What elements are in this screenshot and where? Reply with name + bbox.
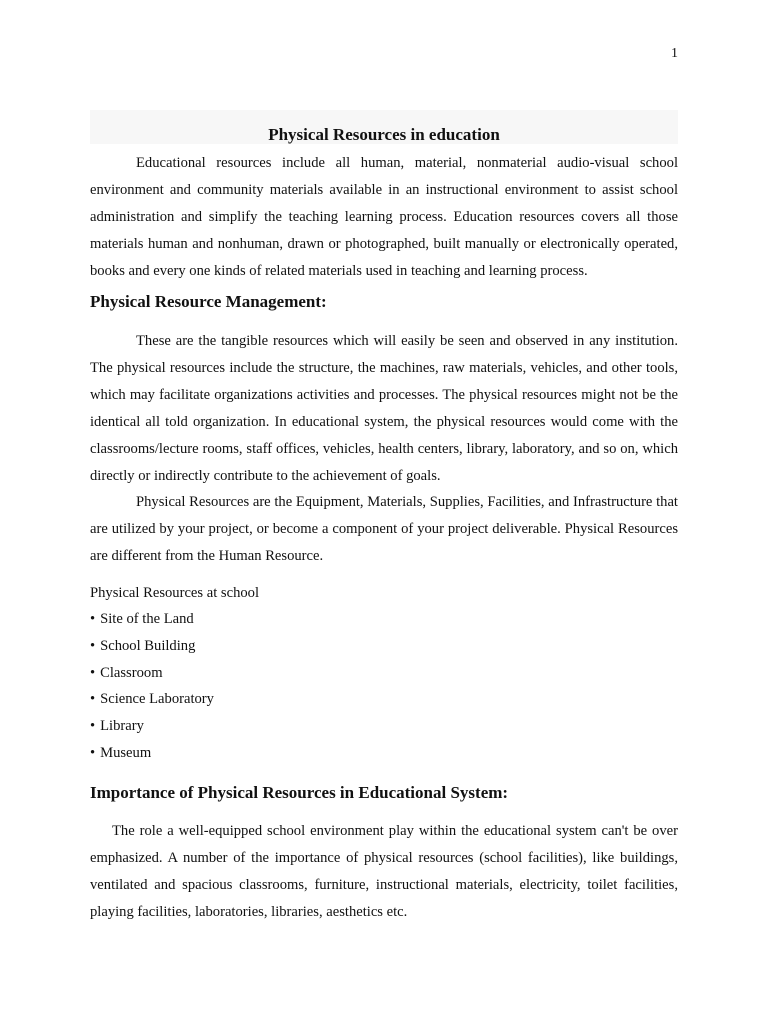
importance-paragraph: The role a well-equipped school environment play within the educational system can't be over emphasized. A number of the importance of physical resources (school facilities), like buildings, ventilated and spacious classrooms, furniture, instructional materials, electricity, toilet facilities, playing facilities, laboratories, libraries, aesthetics etc. [90,823,678,920]
list-item-text: Site of the Land [100,611,194,627]
document-title: Physical Resources in education [268,125,500,144]
intro-paragraph: Educational resources include all human, material, nonmaterial audio-visual school environment and community materials available in an instructional environment to assist school administration and simplify the teaching learning process. Education resources covers all those materials human and nonhuman, drawn or photographed, built manually or electronically operated, books and every one kinds of related materials used in teaching and learning process. [90,155,678,279]
bullet-icon: • [90,744,96,761]
bullet-icon: • [90,611,96,627]
list-item [90,635,214,662]
list-item [90,688,214,715]
list-item-text: Science Laboratory [100,691,214,708]
list-item [90,608,214,635]
bullet-icon: • [90,664,96,681]
list-item-text: Museum [100,744,152,761]
list-label: Physical Resources at school [90,585,260,601]
list-item-text: Library [100,718,144,735]
section-heading-importance: Importance of Physical Resources in Educational System: [90,783,509,802]
page-number: 1 [671,46,678,61]
bullet-icon: • [90,691,96,708]
list-item-text: Classroom [100,664,163,681]
section-heading-management: Physical Resource Management: [90,292,327,311]
list-item [90,715,214,742]
management-paragraph-2: Physical Resources are the Equipment, Materials, Supplies, Facilities, and Infrastructure that are utilized by your project, or become a component of your project deliverable. Physical Resources are different from the Human Resource. [90,494,678,564]
list-item [90,662,214,689]
list-item [90,742,214,769]
bullet-icon: • [90,718,96,735]
bullet-icon: • [90,637,96,654]
management-paragraph-1: These are the tangible resources which will easily be seen and observed in any institution. The physical resources include the structure, the machines, raw materials, vehicles, and other tools, which may facilitate organizations activities and processes. The physical resources might not be the identical all told organization. In educational system, the physical resources would come with the classrooms/lecture rooms, staff offices, vehicles, health centers, library, laboratory, and so on, which directly or indirectly contribute to the achievement of goals. [90,333,678,484]
list-item-text: School Building [100,637,196,654]
physical-resources-list [90,608,214,769]
